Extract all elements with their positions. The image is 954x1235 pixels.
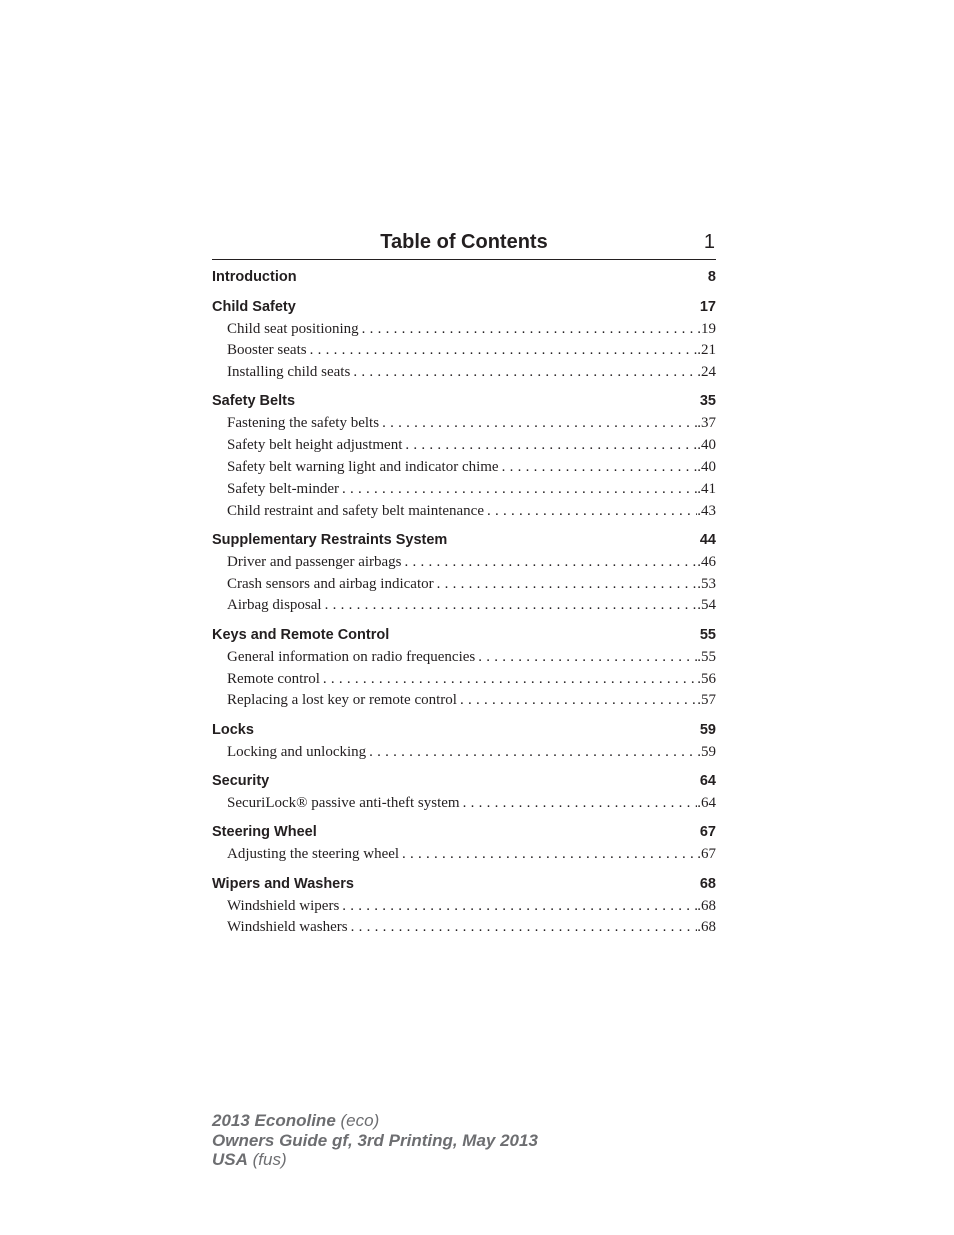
toc-section-title: Introduction [212,269,297,285]
toc-section-page: 44 [699,531,716,548]
toc-entry-title: Locking and unlocking [227,743,367,760]
toc-section-title: Supplementary Restraints System [212,531,448,548]
document-footer [212,1111,538,1170]
toc-entry[interactable] [212,340,716,362]
toc-entry[interactable] [212,793,716,815]
toc-section-heading[interactable] [212,719,716,742]
toc-section-page: 68 [699,875,716,892]
toc-entry-title: Installing child seats [227,364,351,381]
toc-entry-title: Remote control [227,670,320,687]
toc-entry-title: Adjusting the steering wheel [227,846,400,863]
toc-section [212,770,716,815]
toc-entry-page: . 21 [697,340,716,362]
dot-leader [353,362,697,384]
dot-leader [342,479,697,501]
toc-entry-page: . 57 [697,690,716,712]
dot-leader [463,793,698,815]
toc-section-heading[interactable] [212,390,716,413]
toc-entry-page: . 41 [697,479,716,501]
footer-market-code: (fus) [252,1150,287,1169]
toc-entry-title: Airbag disposal [227,597,322,614]
footer-vehicle-code: (eco) [340,1111,380,1130]
toc-entry[interactable] [212,690,716,712]
toc-section-page: 8 [707,269,716,285]
toc-entry-title: Windshield wipers [227,897,340,914]
toc-entry-page: . 46 [697,552,716,574]
toc-entry-title: Fastening the safety belts [227,415,380,432]
toc-entry-title: Safety belt height adjustment [227,437,403,454]
toc-section-page: 59 [699,721,716,738]
toc-section-heading[interactable] [212,821,716,844]
toc-entry[interactable] [212,844,716,866]
toc-entry-page: . 59 [697,742,716,764]
toc-sections [212,260,716,939]
dot-leader [310,340,698,362]
toc-section-page: 17 [699,298,716,315]
toc-section [212,296,716,384]
toc-entry-title: Replacing a lost key or remote control [227,692,457,709]
toc-section-title: Locks [212,721,254,738]
dot-leader [502,457,698,479]
toc-section [212,266,716,289]
toc-section-title: Steering Wheel [212,824,317,841]
toc-header [212,226,716,260]
toc-entry-page: . 67 [697,844,716,866]
toc-section-heading[interactable] [212,296,716,319]
toc-entry-title: Windshield washers [227,919,348,936]
footer-line-guide [212,1131,538,1151]
toc-entry[interactable] [212,479,716,501]
toc-entry[interactable] [212,647,716,669]
dot-leader [369,742,697,764]
toc-entry-page: . 37 [697,413,716,435]
toc-entry-page: . 68 [697,896,716,918]
toc-entry[interactable] [212,435,716,457]
toc-entry-title: Driver and passenger airbags [227,553,402,570]
toc-section-page: 55 [699,626,716,643]
footer-line-market [212,1150,538,1170]
toc-entry[interactable] [212,362,716,384]
toc-entry-title: Crash sensors and airbag indicator [227,575,434,592]
toc-section-title: Safety Belts [212,393,296,410]
dot-leader [342,896,697,918]
dot-leader [402,844,697,866]
toc-entry-page: . 53 [697,574,716,596]
dot-leader [323,669,697,691]
toc-section-heading[interactable] [212,266,716,289]
toc-section [212,624,716,712]
dot-leader [460,690,697,712]
toc-section [212,719,716,764]
dot-leader [325,595,698,617]
toc-section-heading[interactable] [212,624,716,647]
toc-entry-page: . 54 [697,595,716,617]
toc-entry-page: . 68 [697,917,716,939]
table-of-contents [212,226,716,946]
toc-section [212,390,716,522]
toc-entry-page: . 64 [697,793,716,815]
toc-section-title: Keys and Remote Control [212,626,390,643]
dot-leader [362,319,698,341]
toc-entry[interactable] [212,413,716,435]
toc-entry-title: Booster seats [227,342,307,359]
toc-section-title: Child Safety [212,298,296,315]
toc-entry-title: Child seat positioning [227,320,359,337]
dot-leader [437,574,698,596]
toc-section [212,873,716,940]
toc-section [212,821,716,866]
footer-line-vehicle [212,1111,538,1131]
toc-entry-title: Child restraint and safety belt maintenance [227,502,484,519]
toc-entry-title: Safety belt warning light and indicator chime [227,458,499,475]
toc-entry-page: . 24 [697,362,716,384]
toc-entry-page: . 43 [697,501,716,523]
toc-entry-page: . 55 [697,647,716,669]
toc-section-page: 67 [699,824,716,841]
toc-entry[interactable] [212,319,716,341]
toc-entry-page: . 56 [697,669,716,691]
toc-entry[interactable] [212,917,716,939]
dot-leader [382,413,697,435]
dot-leader [351,917,698,939]
toc-section-heading[interactable] [212,529,716,552]
toc-entry[interactable] [212,457,716,479]
toc-entry[interactable] [212,574,716,596]
toc-entry[interactable] [212,501,716,523]
page-number: 1 [703,231,715,253]
toc-entry-title: Safety belt-minder [227,480,340,497]
footer-vehicle: 2013 Econoline [212,1111,336,1130]
toc-entry[interactable] [212,669,716,691]
dot-leader [487,501,697,523]
dot-leader [405,435,697,457]
footer-market: USA [212,1150,248,1169]
toc-section [212,529,716,617]
toc-entry-title: General information on radio frequencies [227,648,476,665]
toc-section-page: 64 [699,772,716,789]
toc-entry[interactable] [212,742,716,764]
page-title: Table of Contents [380,231,548,253]
toc-entry[interactable] [212,896,716,918]
toc-section-heading[interactable] [212,873,716,896]
toc-section-title: Wipers and Washers [212,875,354,892]
footer-guide: Owners Guide gf, 3rd Printing, May 2013 [212,1130,538,1150]
toc-entry-page: . 40 [697,435,716,457]
toc-section-title: Security [212,772,270,789]
toc-entry-page: . 19 [697,319,716,341]
dot-leader [478,647,697,669]
toc-section-heading[interactable] [212,770,716,793]
dot-leader [405,552,698,574]
toc-entry-title: SecuriLock® passive anti-theft system [227,794,460,811]
toc-entry[interactable] [212,552,716,574]
toc-section-page: 35 [699,393,716,410]
toc-entry-page: . 40 [697,457,716,479]
toc-entry[interactable] [212,595,716,617]
